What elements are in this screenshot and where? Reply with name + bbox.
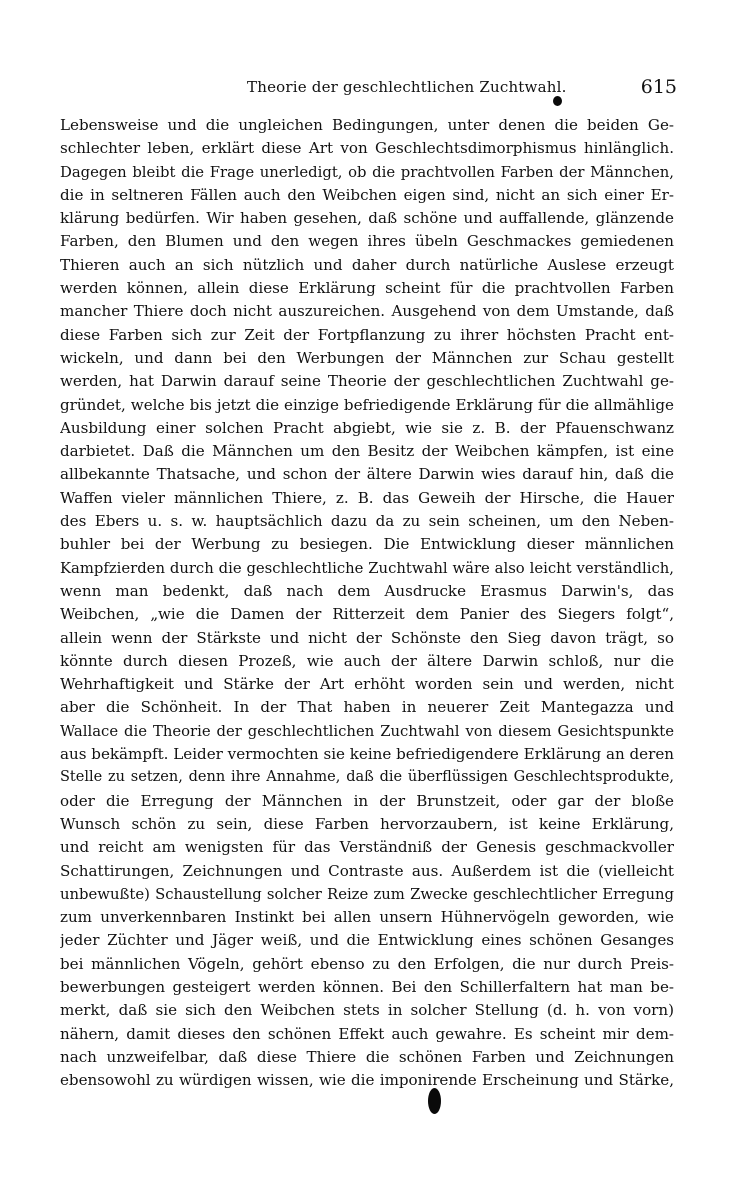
text-line: klärung bedürfen. Wir haben gesehen, daß schöne und auffallende, glänzende bbox=[60, 209, 674, 228]
text-line: Wunsch schön zu sein, diese Farben hervorzaubern, ist keine Erklärung, bbox=[60, 814, 674, 833]
text-line: werden können, allein diese Erklärung scheint für die prachtvollen Farben bbox=[60, 279, 674, 298]
text-line: wenn man bedenkt, daß nach dem Ausdrucke Erasmus Darwin's, das bbox=[60, 581, 674, 600]
text-line: oder die Erregung der Männchen in der Brunstzeit, oder gar der bloße bbox=[60, 791, 674, 810]
text-line: und reicht am wenigsten für das Verständniß der Genesis geschmackvoller bbox=[60, 838, 674, 857]
text-line: bei männlichen Vögeln, gehört ebenso zu den Erfolgen, die nur durch Preis- bbox=[60, 954, 674, 973]
text-line: Ausbildung einer solchen Pracht abgiebt, wie sie z. B. der Pfauenschwanz bbox=[60, 418, 674, 437]
text-line: allbekannte Thatsache, und schon der ältere Darwin wies darauf hin, daß die bbox=[60, 465, 674, 484]
text-line: des Ebers u. s. w. hauptsächlich dazu da zu sein scheinen, um den Neben- bbox=[60, 512, 674, 531]
text-line: nach unzweifelbar, daß diese Thiere die schönen Farben und Zeichnungen bbox=[60, 1047, 674, 1066]
text-line: zum unverkennbaren Instinkt bei allen unsern Hühnervögeln geworden, wie bbox=[60, 908, 674, 927]
text-line: merkt, daß sie sich den Weibchen stets in solcher Stellung (d. h. von vorn) bbox=[60, 1001, 674, 1020]
text-line: Kampfzierden durch die geschlechtliche Zuchtwahl wäre also leicht verständlich, bbox=[60, 559, 674, 577]
text-line: Wehrhaftigkeit und Stärke der Art erhöht worden sein und werden, nicht bbox=[60, 675, 674, 694]
running-title: Theorie der geschlechtlichen Zuchtwahl. bbox=[247, 78, 567, 96]
page-number: 615 bbox=[640, 76, 677, 98]
body-text bbox=[60, 114, 674, 1092]
text-line: Schattirungen, Zeichnungen und Contraste aus. Außerdem ist die (vielleicht bbox=[60, 861, 674, 880]
text-line: gründet, welche bis jetzt die einzige befriedigende Erklärung für die allmählige bbox=[60, 395, 674, 414]
text-line: unbewußte) Schaustellung solcher Reize zum Zwecke geschlechtlicher Erregung bbox=[60, 885, 674, 903]
text-line: jeder Züchter und Jäger weiß, und die Entwicklung eines schönen Gesanges bbox=[60, 931, 674, 950]
text-line: Lebensweise und die ungleichen Bedingungen, unter denen die beiden Ge- bbox=[60, 116, 674, 134]
text-line: nähern, damit dieses den schönen Effekt auch gewahre. Es scheint mir dem- bbox=[60, 1024, 674, 1043]
text-line: schlechter leben, erklärt diese Art von Geschlechtsdimorphismus hinlänglich. bbox=[60, 139, 674, 158]
text-line: bewerbungen gesteigert werden können. Bei den Schillerfaltern hat man be- bbox=[60, 977, 674, 996]
text-line: Weibchen, „wie die Damen der Ritterzeit dem Panier des Siegers folgt“, bbox=[60, 605, 674, 624]
text-line: darbietet. Daß die Männchen um den Besitz der Weibchen kämpfen, ist eine bbox=[60, 442, 674, 461]
ink-spot-top bbox=[553, 96, 562, 106]
text-line: könnte durch diesen Prozeß, wie auch der ältere Darwin schloß, nur die bbox=[60, 651, 674, 670]
text-line: allein wenn der Stärkste und nicht der Schönste den Sieg davon trägt, so bbox=[60, 628, 674, 647]
page-header bbox=[60, 76, 685, 102]
text-line: Thieren auch an sich nützlich und daher durch natürliche Auslese erzeugt bbox=[60, 255, 674, 274]
text-line: Stelle zu setzen, denn ihre Annahme, daß die überflüssigen Geschlechtsprodukte, bbox=[60, 769, 674, 786]
text-line: Waffen vieler männlichen Thiere, z. B. das Geweih der Hirsche, die Hauer bbox=[60, 488, 674, 507]
text-line: buhler bei der Werbung zu besiegen. Die Entwicklung dieser männlichen bbox=[60, 535, 674, 554]
text-line: werden, hat Darwin darauf seine Theorie der geschlechtlichen Zuchtwahl ge- bbox=[60, 372, 674, 391]
text-line: aber die Schönheit. In der That haben in neuerer Zeit Mantegazza und bbox=[60, 698, 674, 717]
text-line: mancher Thiere doch nicht auszureichen. Ausgehend von dem Umstande, daß bbox=[60, 302, 674, 321]
text-line: aus bekämpft. Leider vermochten sie keine befriedigendere Erklärung an deren bbox=[60, 745, 674, 764]
text-line: die in seltneren Fällen auch den Weibchen eigen sind, nicht an sich einer Er- bbox=[60, 185, 674, 204]
text-line: wickeln, und dann bei den Werbungen der Männchen zur Schau gestellt bbox=[60, 348, 674, 367]
text-line: Wallace die Theorie der geschlechtlichen Zuchtwahl von diesem Gesichtspunkte bbox=[60, 722, 674, 740]
text-line: diese Farben sich zur Zeit der Fortpflanzung zu ihrer höchsten Pracht ent- bbox=[60, 325, 674, 344]
text-line: Farben, den Blumen und den wegen ihres übeln Geschmackes gemiedenen bbox=[60, 232, 674, 251]
text-line: ebensowohl zu würdigen wissen, wie die imponirende Erscheinung und Stärke, bbox=[60, 1071, 674, 1090]
text-line: Dagegen bleibt die Frage unerledigt, ob die prachtvollen Farben der Männchen, bbox=[60, 163, 674, 181]
